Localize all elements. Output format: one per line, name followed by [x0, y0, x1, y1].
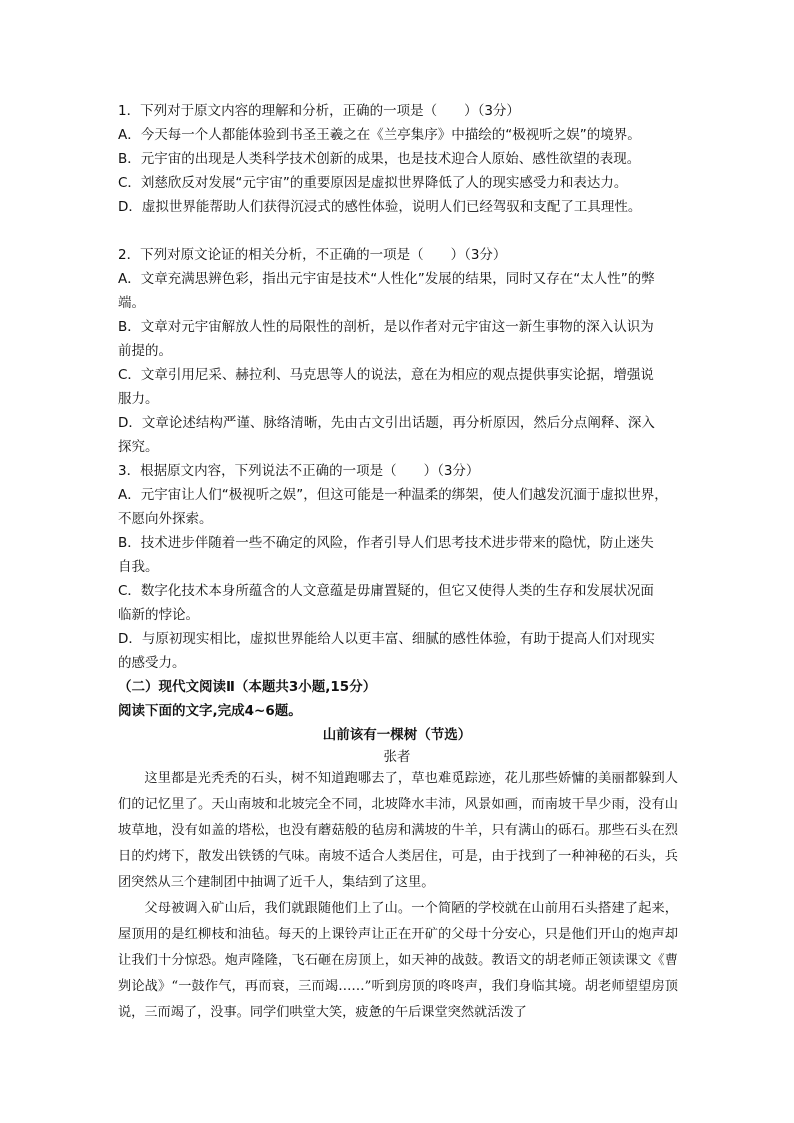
article-paragraph: 这里都是光秃秃的石头，树不知道跑哪去了，草也难觅踪迹，花儿那些娇慵的美丽都躲到人们的记忆里了。天山南坡和北坡完全不同，北坡降水丰沛，风景如画，而南坡干旱少雨，没有山坡草地，没有如盖的塔松，也没有蘑菇般的毡房和满坡的牛羊，只有满山的砾石。那些石头在烈日的灼烤下，散发出铁锈的气味。南坡不适合人类居住，可是，由于找到了一种神秘的石头，兵团突然从三个建制团中抽调了近千人，集结到了这里。	[118, 771, 678, 890]
q3-option-c: C．数字化技术本身所蕴含的人文意蕴是毋庸置疑的，但它又使得人类的生存和发展状况面	[118, 583, 654, 599]
article-author: 张者	[383, 749, 411, 765]
q2-option-d-cont: 探究。	[118, 439, 159, 455]
q1-option-b: B．元宇宙的出现是人类科学技术创新的成果，也是技术迎合人原始、感性欲望的表现。	[118, 151, 641, 167]
q1-option-c: C．刘慈欣反对发展“元宇宙”的重要原因是虚拟世界降低了人的现实感受力和表达力。	[118, 175, 628, 191]
q2-stem: 2．下列对原文论证的相关分析，不正确的一项是（ ）（3分）	[118, 247, 507, 263]
q3-option-b: B．技术进步伴随着一些不确定的风险，作者引导人们思考技术进步带来的隐忧，防止迷失	[118, 535, 654, 551]
q2-option-c: C．文章引用尼采、赫拉利、马克思等人的说法，意在为相应的观点提供事实论据，增强说	[118, 367, 654, 383]
q2-option-b-cont: 前提的。	[118, 343, 172, 359]
q2-option-b: B．文章对元宇宙解放人性的局限性的剖析，是以作者对元宇宙这一新生事物的深入认识为	[118, 319, 654, 335]
q3-option-b-cont: 自我。	[118, 559, 159, 575]
q1-option-d: D．虚拟世界能帮助人们获得沉浸式的感性体验，说明人们已经驾驭和支配了工具理性。	[118, 199, 642, 215]
q1-option-a: A．今天每一个人都能体验到书圣王羲之在《兰亭集序》中描绘的“极视听之娱”的境界。	[118, 127, 641, 143]
q2-option-d: D．文章论述结构严谨、脉络清晰，先由古文引出话题，再分析原因，然后分点阐释、深入	[118, 415, 655, 431]
q2-option-a-cont: 端。	[118, 295, 145, 311]
q1-stem: 1．下列对于原文内容的理解和分析，正确的一项是（ ）（3分）	[118, 103, 520, 119]
q3-option-a: A．元宇宙让人们“极视听之娱”，但这可能是一种温柔的绑架，使人们越发沉湎于虚拟世界，	[118, 487, 668, 503]
article-title: 山前该有一棵树（节选）	[322, 727, 472, 743]
q3-option-a-cont: 不愿向外探索。	[118, 511, 213, 527]
q3-option-d-cont: 的感受力。	[118, 655, 186, 671]
q3-option-c-cont: 临新的悖论。	[118, 607, 199, 623]
article-body	[118, 766, 678, 1026]
q2-option-c-cont: 服力。	[118, 391, 159, 407]
q3-stem: 3．根据原文内容，下列说法不正确的一项是（ ）（3分）	[118, 463, 480, 479]
section-heading: （二）现代文阅读Ⅱ（本题共3小题,15分）	[118, 679, 377, 695]
q2-option-a: A．文章充满思辨色彩，指出元宇宙是技术“人性化”发展的结果，同时又存在“太人性”的弊	[118, 271, 655, 287]
article-paragraph: 父母被调入矿山后，我们就跟随他们上了山。一个简陋的学校就在山前用石头搭建了起来，屋顶用的是红柳枝和油毡。每天的上课铃声让正在开矿的父母十分安心，只是他们开山的炮声却让我们十分惊恐。炮声隆隆，飞石砸在房顶上，如天神的战鼓。教语文的胡老师正领读课文《曹刿论战》“一鼓作气，再而衰，三而竭……”听到房顶的咚咚声，我们身临其境。胡老师望望房顶说，三而竭了，没事。同学们哄堂大笑，疲惫的午后课堂突然就活泼了	[118, 901, 678, 1020]
section-instruction: 阅读下面的文字,完成4~6题。	[118, 703, 302, 719]
q3-option-d: D．与原初现实相比，虚拟世界能给人以更丰富、细腻的感性体验，有助于提高人们对现实	[118, 631, 655, 647]
